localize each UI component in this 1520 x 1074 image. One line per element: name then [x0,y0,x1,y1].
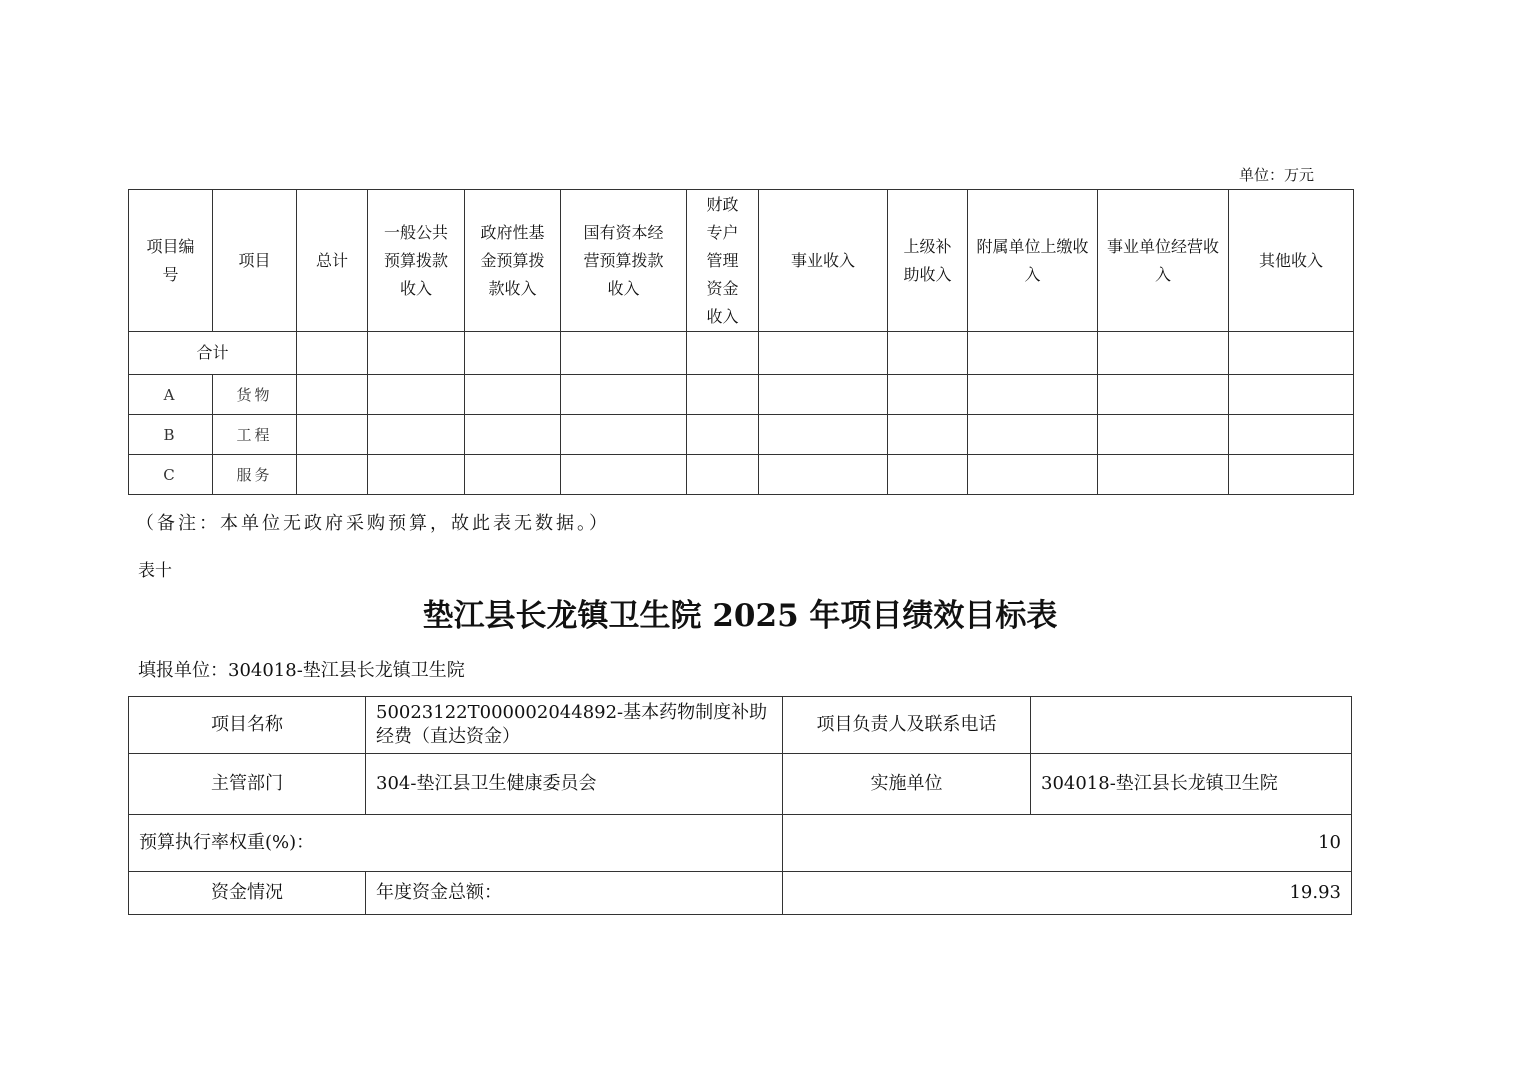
row-name: 货物 [213,375,297,415]
remark-note: （备注：本单位无政府采购预算，故此表无数据。） [136,513,610,534]
table-row [129,375,1354,415]
row-code: A [129,375,213,415]
table-cell [1098,455,1229,495]
table-cell [1098,375,1229,415]
table-cell [1229,455,1354,495]
header-cell [297,190,368,332]
table-row [129,815,1352,872]
table-cell [968,415,1098,455]
table-cell [759,415,888,455]
funds-label: 资金情况 [129,872,366,915]
header-cell [213,190,297,332]
header-cell [968,190,1098,332]
table-cell [687,375,759,415]
annual-funds-value: 19.93 [783,872,1352,915]
header-total: 总计 [315,250,348,270]
contact-value [1031,697,1352,754]
table-cell [968,455,1098,495]
header-code: 项目编号 [146,236,195,284]
table-cell [687,455,759,495]
header-special-account: 财政专户管理资金收入 [706,194,739,326]
table-cell [297,455,368,495]
header-superior-subsidy: 上级补助收入 [903,236,952,284]
table-cell [368,375,465,415]
table-cell [968,332,1098,375]
table-row [129,697,1352,754]
procurement-budget-table [128,189,1354,495]
table-cell [1229,415,1354,455]
page-title: 垫江县长龙镇卫生院 2025 年项目绩效目标表 [422,598,1058,634]
annual-funds-label: 年度资金总额： [366,872,783,915]
table-cell [561,332,687,375]
header-cell [465,190,561,332]
total-label: 合计 [129,332,297,375]
table-cell [687,332,759,375]
project-name-label: 项目名称 [129,697,366,754]
table-cell [297,332,368,375]
header-item: 项目 [238,250,271,270]
table-cell [465,415,561,455]
header-general-budget: 一般公共预算拨款收入 [383,222,448,298]
header-affiliated-income: 附属单位上缴收入 [976,236,1089,284]
header-cell [1229,190,1354,332]
header-operating-income: 事业单位经营收入 [1107,236,1220,284]
table-cell [561,415,687,455]
table-cell [297,375,368,415]
header-cell [561,190,687,332]
table-cell [888,415,968,455]
impl-label: 实施单位 [783,754,1031,815]
header-gov-fund: 政府性基金预算拨款收入 [480,222,545,298]
table-cell [888,332,968,375]
unit-label: 单位：万元 [1239,166,1315,184]
filling-unit: 填报单位：304018-垫江县长龙镇卫生院 [138,660,465,681]
table-cell [561,375,687,415]
impl-value: 304018-垫江县长龙镇卫生院 [1031,754,1352,815]
dept-value: 304-垫江县卫生健康委员会 [366,754,783,815]
table-cell [888,455,968,495]
performance-target-table [128,696,1352,915]
header-cell [1098,190,1229,332]
table-cell [888,375,968,415]
table-row [129,754,1352,815]
weight-value: 10 [783,815,1352,872]
header-cell [759,190,888,332]
header-cell [888,190,968,332]
table-cell [759,332,888,375]
row-name: 工程 [213,415,297,455]
table-row [129,455,1354,495]
row-code: C [129,455,213,495]
row-name: 服务 [213,455,297,495]
table-cell [759,455,888,495]
table-cell [465,332,561,375]
project-name-value: 50023122T000002044892-基本药物制度补助经费（直达资金） [366,697,783,754]
header-cell [368,190,465,332]
table-cell [561,455,687,495]
table-cell [687,415,759,455]
table-cell [368,332,465,375]
table-row-total [129,332,1354,375]
table-cell [368,455,465,495]
weight-label: 预算执行率权重(%)： [129,815,783,872]
table-cell [465,455,561,495]
header-other-income: 其他收入 [1258,250,1323,270]
table-cell [465,375,561,415]
table-cell [1098,332,1229,375]
table-cell [1229,332,1354,375]
table-row [129,415,1354,455]
header-business-income: 事业收入 [790,250,855,270]
table-row [129,872,1352,915]
table-cell [1098,415,1229,455]
table-cell [1229,375,1354,415]
header-state-capital: 国有资本经营预算拨款收入 [583,222,664,298]
table-cell [368,415,465,455]
dept-label: 主管部门 [129,754,366,815]
contact-label: 项目负责人及联系电话 [783,697,1031,754]
table-cell [297,415,368,455]
table-cell [968,375,1098,415]
row-code: B [129,415,213,455]
table-cell [759,375,888,415]
header-cell [129,190,213,332]
header-cell [687,190,759,332]
table-header-row [129,190,1354,332]
table-number: 表十 [138,561,172,581]
